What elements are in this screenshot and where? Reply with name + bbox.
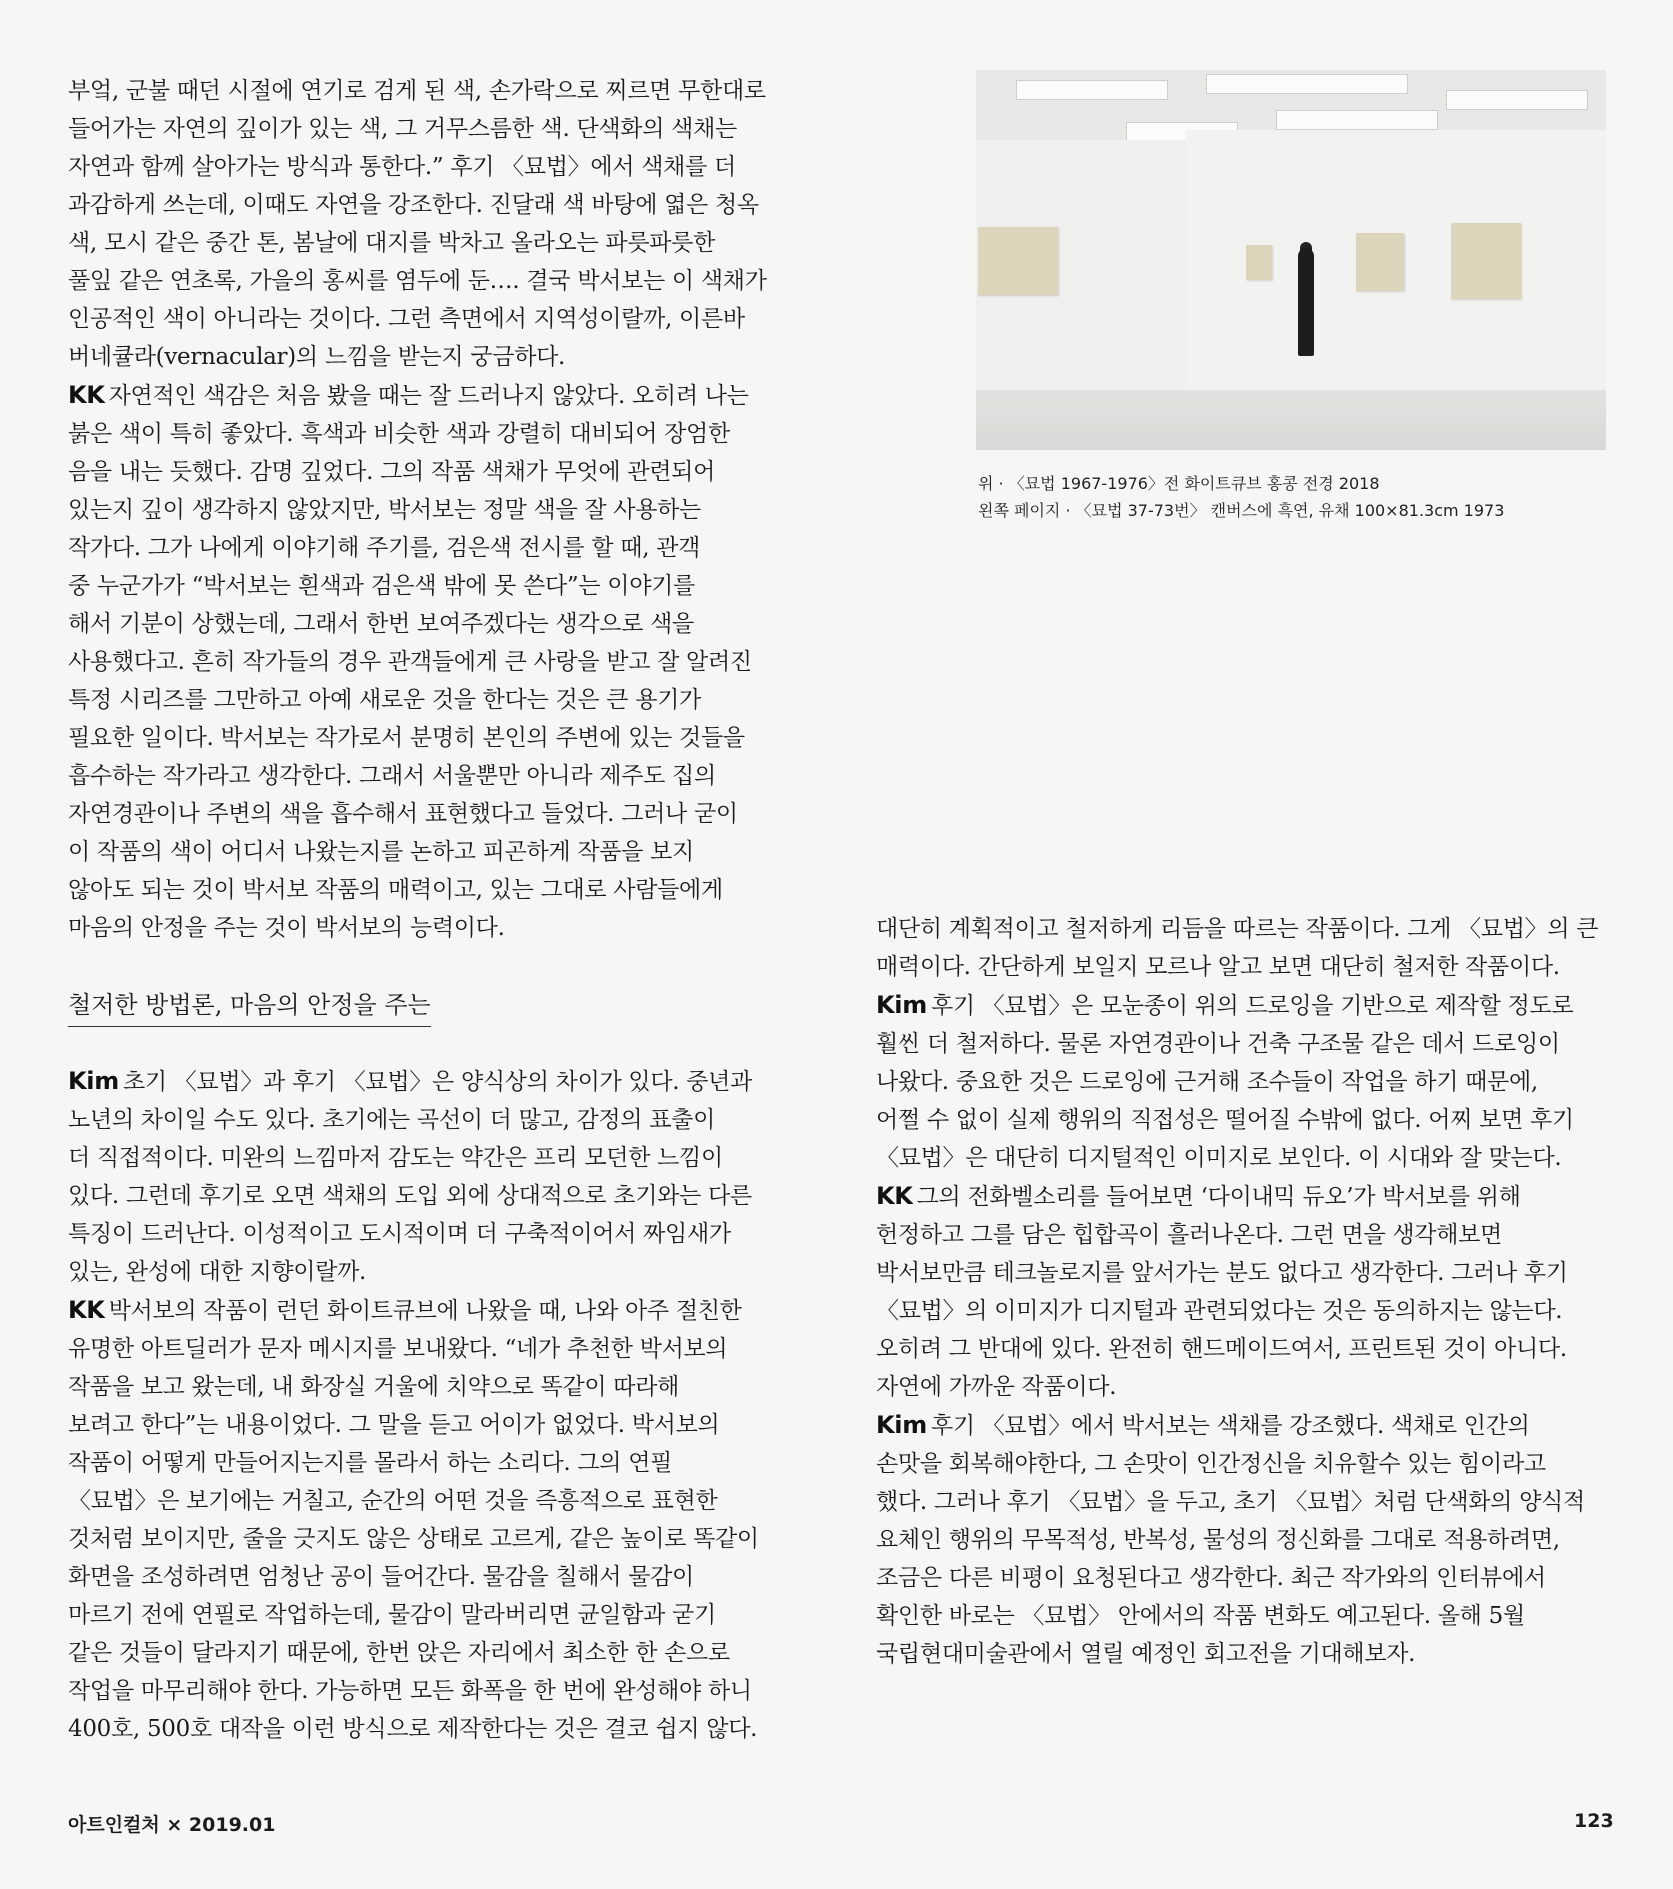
text-line bbox=[68, 1596, 804, 1634]
text-line bbox=[876, 1101, 1611, 1139]
text-line bbox=[876, 1597, 1611, 1635]
photo-skylight bbox=[1206, 74, 1408, 94]
line-text: 헌정하고 그를 담은 힙합곡이 흘러나온다. 그런 면을 생각해보면 bbox=[876, 1222, 1502, 1248]
line-text: 〈묘법〉은 보기에는 거칠고, 순간의 어떤 것을 즉흥적으로 표현한 bbox=[68, 1488, 718, 1514]
line-text: 마음의 안정을 주는 것이 박서보의 능력이다. bbox=[68, 915, 505, 941]
text-line bbox=[68, 72, 804, 110]
line-text: 부엌, 군불 때던 시절에 연기로 검게 된 색, 손가락으로 찌르면 무한대로 bbox=[68, 78, 766, 104]
line-text: 요체인 행위의 무목적성, 반복성, 물성의 정신화를 그대로 적용하려면, bbox=[876, 1527, 1560, 1553]
text-line bbox=[68, 300, 804, 338]
text-line bbox=[876, 1216, 1611, 1254]
text-line bbox=[876, 910, 1611, 948]
left-column-top bbox=[68, 72, 804, 947]
text-line bbox=[68, 1139, 804, 1177]
gallery-photo bbox=[976, 70, 1606, 450]
text-line bbox=[68, 1634, 804, 1672]
line-text: 해서 기분이 상했는데, 그래서 한번 보여주겠다는 생각으로 색을 bbox=[68, 611, 694, 637]
line-text: 국립현대미술관에서 열릴 예정인 회고전을 기대해보자. bbox=[876, 1641, 1416, 1667]
text-line bbox=[68, 491, 804, 529]
line-text: 버네큘라(vernacular)의 느낌을 받는지 궁금하다. bbox=[68, 344, 566, 370]
text-line bbox=[876, 1406, 1611, 1445]
text-line bbox=[68, 1101, 804, 1139]
line-text: 음을 내는 듯했다. 감명 깊었다. 그의 작품 색채가 무엇에 관련되어 bbox=[68, 459, 715, 485]
artwork-canvas bbox=[1246, 245, 1272, 280]
line-text: 작품이 어떻게 만들어지는지를 몰라서 하는 소리다. 그의 연필 bbox=[68, 1450, 673, 1476]
text-line bbox=[876, 948, 1611, 986]
photo-caption bbox=[978, 470, 1504, 524]
line-text: 같은 것들이 달라지기 때문에, 한번 앉은 자리에서 최소한 한 손으로 bbox=[68, 1640, 730, 1666]
artwork-canvas bbox=[1451, 223, 1521, 299]
artwork-canvas bbox=[1356, 233, 1404, 291]
line-text: 손맛을 회복해야한다, 그 손맛이 인간정신을 치유할수 있는 힘이라고 bbox=[876, 1451, 1546, 1477]
line-text: 들어가는 자연의 깊이가 있는 색, 그 거무스름한 색. 단색화의 색채는 bbox=[68, 116, 737, 142]
photo-skylight bbox=[1016, 80, 1168, 100]
photo-skylight bbox=[1446, 90, 1588, 110]
line-text: 풀잎 같은 연초록, 가을의 홍씨를 염두에 둔…. 결국 박서보는 이 색채가 bbox=[68, 268, 767, 294]
text-line bbox=[68, 110, 804, 148]
text-line bbox=[876, 1292, 1611, 1330]
text-line bbox=[876, 1330, 1611, 1368]
text-line bbox=[68, 1062, 804, 1101]
text-line bbox=[68, 1406, 804, 1444]
text-line bbox=[876, 1139, 1611, 1177]
text-line bbox=[68, 148, 804, 186]
text-line bbox=[68, 605, 804, 643]
line-text: 않아도 되는 것이 박서보 작품의 매력이고, 있는 그대로 사람들에게 bbox=[68, 877, 723, 903]
text-line bbox=[68, 453, 804, 491]
line-text: 후기 〈묘법〉에서 박서보는 색채를 강조했다. 색채로 인간의 bbox=[930, 1413, 1530, 1439]
speaker-label: Kim bbox=[876, 1411, 927, 1439]
text-line bbox=[876, 1254, 1611, 1292]
line-text: 화면을 조성하려면 엄청난 공이 들어간다. 물감을 칠해서 물감이 bbox=[68, 1564, 694, 1590]
line-text: 것처럼 보이지만, 줄을 긋지도 않은 상태로 고르게, 같은 높이로 똑같이 bbox=[68, 1526, 759, 1552]
text-line bbox=[68, 1444, 804, 1482]
text-line bbox=[68, 1177, 804, 1215]
line-text: 그의 전화벨소리를 들어보면 ‘다이내믹 듀오’가 박서보를 위해 bbox=[916, 1184, 1521, 1210]
text-line bbox=[68, 1482, 804, 1520]
line-text: 조금은 다른 비평이 요청된다고 생각한다. 최근 작가와의 인터뷰에서 bbox=[876, 1565, 1546, 1591]
text-line bbox=[68, 567, 804, 605]
text-line bbox=[876, 1559, 1611, 1597]
line-text: 자연에 가까운 작품이다. bbox=[876, 1374, 1117, 1400]
line-text: 특징이 드러난다. 이성적이고 도시적이며 더 구축적이어서 짜임새가 bbox=[68, 1221, 731, 1247]
text-line bbox=[68, 833, 804, 871]
line-text: 있는지 깊이 생각하지 않았지만, 박서보는 정말 색을 잘 사용하는 bbox=[68, 497, 701, 523]
text-line bbox=[68, 1253, 804, 1291]
line-text: 있는, 완성에 대한 지향이랄까. bbox=[68, 1259, 367, 1285]
speaker-label: KK bbox=[68, 1296, 105, 1324]
text-line bbox=[68, 415, 804, 453]
line-text: 더 직접적이다. 미완의 느낌마저 감도는 약간은 프리 모던한 느낌이 bbox=[68, 1145, 723, 1171]
text-line bbox=[68, 795, 804, 833]
photo-skylight bbox=[1276, 110, 1438, 130]
text-line bbox=[876, 1445, 1611, 1483]
visitor-figure bbox=[1298, 248, 1314, 356]
text-line bbox=[68, 262, 804, 300]
line-text: 필요한 일이다. 박서보는 작가로서 분명히 본인의 주변에 있는 것들을 bbox=[68, 725, 745, 751]
caption-line-2: 왼쪽 페이지 · 〈묘법 37-73번〉 캔버스에 흑연, 유채 100×81.3cm 1973 bbox=[978, 501, 1505, 520]
line-text: 나왔다. 중요한 것은 드로잉에 근거해 조수들이 작업을 하기 때문에, bbox=[876, 1069, 1538, 1095]
text-line bbox=[68, 1520, 804, 1558]
text-line bbox=[68, 338, 804, 376]
text-line bbox=[68, 681, 804, 719]
line-text: 특정 시리즈를 그만하고 아예 새로운 것을 한다는 것은 큰 용기가 bbox=[68, 687, 701, 713]
text-line bbox=[876, 1025, 1611, 1063]
line-text: 작가다. 그가 나에게 이야기해 주기를, 검은색 전시를 할 때, 관객 bbox=[68, 535, 701, 561]
speaker-label: KK bbox=[68, 381, 105, 409]
text-line bbox=[68, 1368, 804, 1406]
line-text: 마르기 전에 연필로 작업하는데, 물감이 말라버리면 균일함과 굳기 bbox=[68, 1602, 716, 1628]
line-text: 작품을 보고 왔는데, 내 화장실 거울에 치약으로 똑같이 따라해 bbox=[68, 1374, 680, 1400]
line-text: 이 작품의 색이 어디서 나왔는지를 논하고 피곤하게 작품을 보지 bbox=[68, 839, 694, 865]
text-line bbox=[876, 1063, 1611, 1101]
text-line bbox=[68, 871, 804, 909]
text-line bbox=[876, 1368, 1611, 1406]
line-text: 자연경관이나 주변의 색을 흡수해서 표현했다고 들었다. 그러나 굳이 bbox=[68, 801, 738, 827]
line-text: 박서보만큼 테크놀로지를 앞서가는 분도 없다고 생각한다. 그러나 후기 bbox=[876, 1260, 1568, 1286]
text-line bbox=[68, 1672, 804, 1710]
footer-magazine-issue: 아트인컬처 × 2019.01 bbox=[68, 1814, 276, 1836]
line-text: 작업을 마무리해야 한다. 가능하면 모든 화폭을 한 번에 완성해야 하니 bbox=[68, 1678, 752, 1704]
right-column bbox=[876, 910, 1611, 1673]
line-text: 흡수하는 작가라고 생각한다. 그래서 서울뿐만 아니라 제주도 집의 bbox=[68, 763, 716, 789]
line-text: 매력이다. 간단하게 보일지 모르나 알고 보면 대단히 철저한 작품이다. bbox=[876, 954, 1560, 980]
line-text: 보려고 한다”는 내용이었다. 그 말을 듣고 어이가 없었다. 박서보의 bbox=[68, 1412, 720, 1438]
text-line bbox=[68, 719, 804, 757]
text-line bbox=[876, 1521, 1611, 1559]
text-line bbox=[68, 1558, 804, 1596]
line-text: 노년의 차이일 수도 있다. 초기에는 곡선이 더 많고, 감정의 표출이 bbox=[68, 1107, 715, 1133]
text-line bbox=[68, 757, 804, 795]
line-text: 있다. 그런데 후기로 오면 색채의 도입 외에 상대적으로 초기와는 다른 bbox=[68, 1183, 752, 1209]
speaker-label: Kim bbox=[68, 1067, 119, 1095]
line-text: 초기 〈묘법〉과 후기 〈묘법〉은 양식상의 차이가 있다. 중년과 bbox=[122, 1069, 753, 1095]
footer-page-number: 123 bbox=[1574, 1810, 1614, 1832]
artwork-canvas bbox=[978, 227, 1058, 295]
text-line bbox=[876, 1177, 1611, 1216]
photo-floor bbox=[976, 390, 1606, 450]
line-text: 유명한 아트딜러가 문자 메시지를 보내왔다. “네가 추천한 박서보의 bbox=[68, 1336, 728, 1362]
line-text: 박서보의 작품이 런던 화이트큐브에 나왔을 때, 나와 아주 절친한 bbox=[108, 1298, 742, 1324]
left-column-bottom bbox=[68, 1062, 804, 1748]
text-line bbox=[68, 1215, 804, 1253]
line-text: 인공적인 색이 아니라는 것이다. 그런 측면에서 지역성이랄까, 이른바 bbox=[68, 306, 745, 332]
line-text: 했다. 그러나 후기 〈묘법〉을 두고, 초기 〈묘법〉처럼 단색화의 양식적 bbox=[876, 1489, 1585, 1515]
text-line bbox=[68, 909, 804, 947]
line-text: 자연과 함께 살아가는 방식과 통한다.” 후기 〈묘법〉에서 색채를 더 bbox=[68, 154, 736, 180]
text-line bbox=[68, 376, 804, 415]
line-text: 〈묘법〉의 이미지가 디지털과 관련되었다는 것은 동의하지는 않는다. bbox=[876, 1298, 1563, 1324]
line-text: 후기 〈묘법〉은 모눈종이 위의 드로잉을 기반으로 제작할 정도로 bbox=[930, 993, 1574, 1019]
line-text: 400호, 500호 대작을 이런 방식으로 제작한다는 것은 결코 쉽지 않다. bbox=[68, 1716, 758, 1742]
line-text: 색, 모시 같은 중간 톤, 봄날에 대지를 박차고 올라오는 파릇파릇한 bbox=[68, 230, 715, 256]
line-text: 붉은 색이 특히 좋았다. 흑색과 비슷한 색과 강렬히 대비되어 장엄한 bbox=[68, 421, 730, 447]
line-text: 확인한 바로는 〈묘법〉 안에서의 작품 변화도 예고된다. 올해 5월 bbox=[876, 1603, 1525, 1629]
text-line bbox=[68, 1710, 804, 1748]
text-line bbox=[68, 529, 804, 567]
line-text: 중 누군가가 “박서보는 흰색과 검은색 밖에 못 쓴다”는 이야기를 bbox=[68, 573, 695, 599]
text-line bbox=[68, 1291, 804, 1330]
line-text: 〈묘법〉은 대단히 디지털적인 이미지로 보인다. 이 시대와 잘 맞는다. bbox=[876, 1145, 1562, 1171]
line-text: 사용했다고. 흔히 작가들의 경우 관객들에게 큰 사랑을 받고 잘 알려진 bbox=[68, 649, 752, 675]
section-heading: 철저한 방법론, 마음의 안정을 주는 bbox=[68, 986, 431, 1027]
text-line bbox=[68, 224, 804, 262]
line-text: 자연적인 색감은 처음 봤을 때는 잘 드러나지 않았다. 오히려 나는 bbox=[108, 383, 749, 409]
text-line bbox=[876, 1635, 1611, 1673]
line-text: 훨씬 더 철저하다. 물론 자연경관이나 건축 구조물 같은 데서 드로잉이 bbox=[876, 1031, 1560, 1057]
text-line bbox=[876, 986, 1611, 1025]
line-text: 과감하게 쓰는데, 이때도 자연을 강조한다. 진달래 색 바탕에 엷은 청옥 bbox=[68, 192, 759, 218]
text-line bbox=[68, 643, 804, 681]
line-text: 대단히 계획적이고 철저하게 리듬을 따르는 작품이다. 그게 〈묘법〉의 큰 bbox=[876, 916, 1599, 942]
speaker-label: Kim bbox=[876, 991, 927, 1019]
text-line bbox=[68, 186, 804, 224]
caption-line-1: 위 · 〈묘법 1967-1976〉전 화이트큐브 홍콩 전경 2018 bbox=[978, 474, 1380, 493]
text-line bbox=[876, 1483, 1611, 1521]
line-text: 오히려 그 반대에 있다. 완전히 핸드메이드여서, 프린트된 것이 아니다. bbox=[876, 1336, 1567, 1362]
speaker-label: KK bbox=[876, 1182, 913, 1210]
line-text: 어쩔 수 없이 실제 행위의 직접성은 떨어질 수밖에 없다. 어찌 보면 후기 bbox=[876, 1107, 1574, 1133]
text-line bbox=[68, 1330, 804, 1368]
